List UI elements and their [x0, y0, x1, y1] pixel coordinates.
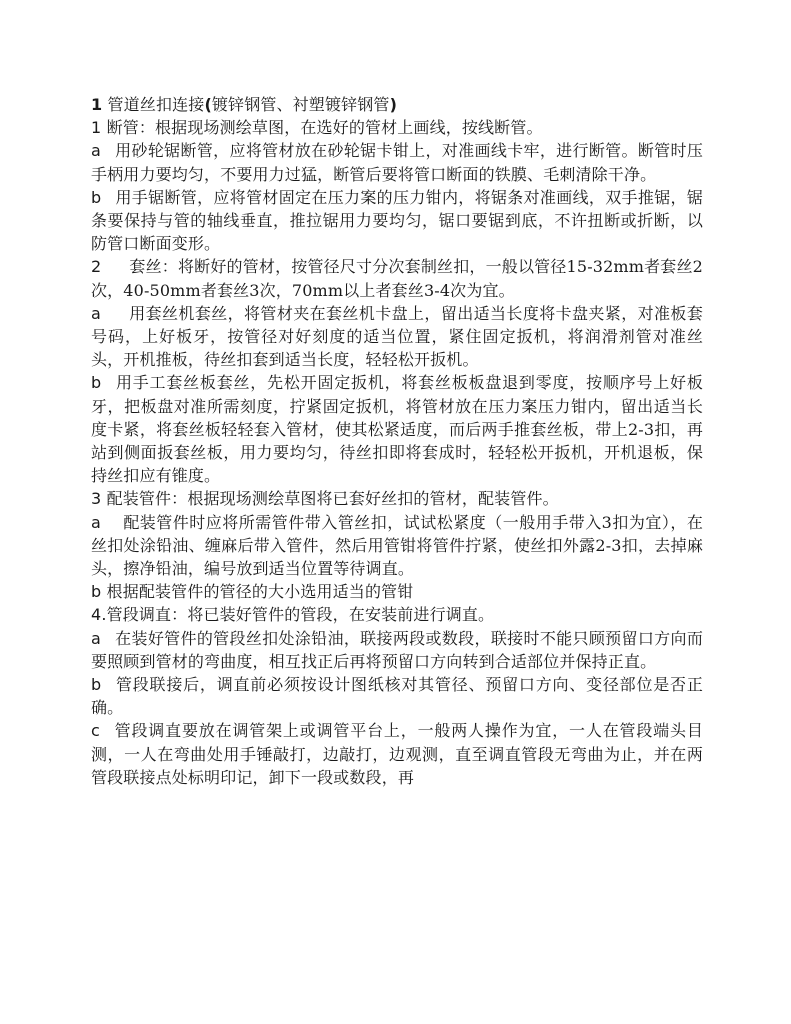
paragraph-4a-marker: a — [91, 628, 101, 648]
section-title-text-a: 管道丝扣连接 — [102, 95, 205, 114]
paragraph-4c-marker: c — [91, 721, 100, 741]
paragraph-1-text: 断管：根据现场测绘草图，在选好的管材上画线，按线断管。 — [101, 118, 543, 138]
paren-open: ( — [204, 95, 212, 114]
paragraph-2-marker: 2 — [91, 257, 102, 277]
section-title — [91, 93, 703, 116]
paragraph-3b-marker: b — [91, 582, 102, 602]
document-page — [91, 93, 703, 789]
paragraph-4b-text: 管段联接后，调直前必须按设计图纸核对其管径、预留口方向、变径部位是否正确。 — [91, 675, 703, 718]
paragraph-4c-text: 管段调直要放在调管架上或调管平台上，一般两人操作为宜，一人在管段端头目测，一人在弯曲处用手锤敲打，边敲打，边观测，直至调直管段无弯曲为止，并在两管段联接点处标明印记，卸下一段或数段，再 — [91, 721, 703, 787]
paragraph-4-marker: 4. — [91, 605, 107, 625]
paragraph-4a-text: 在装好管件的管段丝扣处涂铅油，联接两段或数段，联接时不能只顾预留口方向而要照顾到管材的弯曲度，相互找正后再将预留口方向转到合适部位并保持正直。 — [91, 628, 703, 671]
paragraph-4b-marker: b — [91, 675, 102, 695]
paragraph-3 — [91, 487, 703, 510]
paragraph-4a — [91, 627, 703, 673]
paragraph-3a-marker: a — [91, 512, 101, 532]
paragraph-3b-text: 根据配装管件的管径的大小选用适当的管钳 — [101, 582, 414, 602]
paragraph-3a-text: 配装管件时应将所需管件带入管丝扣，试试松紧度（一般用手带入3扣为宜），在丝扣处涂铅油、缠麻后带入管件，然后用管钳将管件拧紧，使丝扣外露2-3扣，去掉麻头，擦净铅油，编号放到适当位置等待调直。 — [91, 512, 703, 579]
paragraph-2 — [91, 255, 703, 301]
paragraph-4 — [91, 603, 703, 626]
paragraph-1b-marker: b — [91, 187, 102, 207]
section-title-text-b: 镀锌钢管、衬塑镀锌钢管 — [211, 95, 390, 114]
paragraph-4c — [91, 719, 703, 789]
paragraph-1a-text: 用砂轮锯断管，应将管材放在砂轮锯卡钳上，对准画线卡牢，进行断管。断管时压手柄用力要均匀，不要用力过猛，断管后要将管口断面的铁膜、毛刺清除干净。 — [91, 141, 703, 184]
section-number: 1 — [91, 95, 103, 114]
paragraph-1 — [91, 116, 703, 139]
paragraph-2b-text: 用手工套丝板套丝，先松开固定扳机，将套丝板板盘退到零度，按顺序号上好板牙，把板盘对准所需刻度，拧紧固定扳机，将管材放在压力案压力钳内，留出适当长度卡紧，将套丝板轻轻套入管材，使其松紧适度，而后两手推套丝板，带上2-3扣，再站到侧面扳套丝板，用力要均匀，待丝扣即将套成时，轻轻松开扳机，开机退板，保持丝扣应有锥度。 — [91, 373, 703, 486]
paragraph-2a-marker: a — [91, 303, 101, 323]
paragraph-2a-text: 用套丝机套丝，将管材夹在套丝机卡盘上，留出适当长度将卡盘夹紧，对准板套号码，上好板牙，按管径对好刻度的适当位置，紧住固定扳机，将润滑剂管对准丝头，开机推板，待丝扣套到适当长度，轻轻松开扳机。 — [91, 303, 703, 370]
paragraph-2b-marker: b — [91, 373, 102, 393]
paragraph-1b-text: 用手锯断管，应将管材固定在压力案的压力钳内，将锯条对准画线，双手推锯，锯条要保持与管的轴线垂直，推拉锯用力要均匀，锯口要锯到底，不许扭断或折断，以防管口断面变形。 — [91, 187, 703, 254]
paragraph-1-marker: 1 — [91, 118, 102, 138]
paren-close: ) — [389, 95, 398, 114]
paragraph-2-text: 套丝：将断好的管材，按管径尺寸分次套制丝扣，一般以管径15-32mm者套丝2次，40-50mm者套丝3次，70mm以上者套丝3-4次为宜。 — [91, 257, 703, 300]
paragraph-3b — [91, 580, 703, 603]
paragraph-3-marker: 3 — [91, 489, 102, 509]
paragraph-1b — [91, 186, 703, 256]
paragraph-2b — [91, 371, 703, 487]
paragraph-1a — [91, 139, 703, 185]
paragraph-4-text: 管段调直：将已装好管件的管段，在安装前进行调直。 — [106, 605, 495, 625]
paragraph-4b — [91, 673, 703, 719]
paragraph-3-text: 配装管件：根据现场测绘草图将已套好丝扣的管材，配装管件。 — [101, 489, 559, 509]
paragraph-1a-marker: a — [91, 141, 101, 161]
paragraph-2a — [91, 302, 703, 372]
paragraph-3a — [91, 511, 703, 581]
